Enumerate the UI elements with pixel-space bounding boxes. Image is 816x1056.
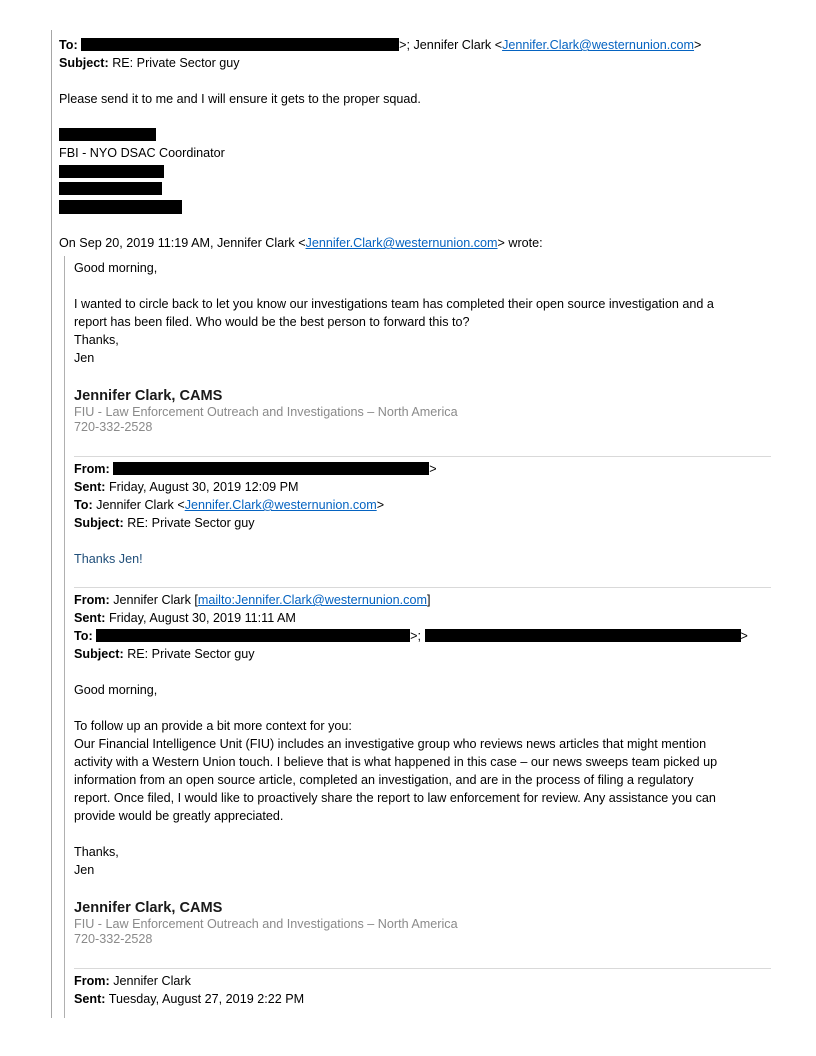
message3-line-1: Our Financial Intelligence Unit (FIU) includes an investigative group who reviews news articles that might mention: [74, 737, 707, 751]
message1-thanks: Thanks,: [74, 333, 119, 347]
message2-from-line: From: >: [74, 462, 437, 476]
message2-body: Thanks Jen!: [74, 552, 143, 566]
message1-greeting: Good morning,: [74, 261, 158, 275]
redacted-contact-1: [59, 165, 164, 178]
top-to-line: To: >; Jennifer Clark <Jennifer.Clark@westernunion.com>: [59, 38, 702, 52]
separator-3: [74, 968, 771, 969]
left-margin-rule: [51, 30, 52, 1018]
top-subject-line: Subject: RE: Private Sector guy: [59, 56, 240, 70]
message1-line2: report has been filed. Who would be the best person to forward this to?: [74, 315, 470, 329]
message3-line-4: report. Once filed, I would like to proactively share the report to law enforcement for review. Any assistance you can: [74, 791, 716, 805]
message3-from-line: From: Jennifer Clark [mailto:Jennifer.Clark@westernunion.com]: [74, 593, 431, 607]
message2-subject-line: Subject: RE: Private Sector guy: [74, 516, 255, 530]
message2-sent-line: Sent: Friday, August 30, 2019 12:09 PM: [74, 480, 299, 494]
redacted-recipient-b: [425, 629, 741, 642]
message4-sent-line: Sent: Tuesday, August 27, 2019 2:22 PM: [74, 992, 305, 1006]
message2-to-line: To: Jennifer Clark <Jennifer.Clark@westernunion.com>: [74, 498, 385, 512]
quote-intro-email-link[interactable]: Jennifer.Clark@westernunion.com: [305, 236, 498, 250]
message3-thanks: Thanks,: [74, 845, 119, 859]
signature-name: Jennifer Clark, CAMS: [74, 388, 223, 404]
message1-line1: I wanted to circle back to let you know our investigations team has completed their open source investigation and a: [74, 297, 714, 311]
recipient-email-link[interactable]: Jennifer.Clark@westernunion.com: [502, 38, 695, 52]
signature-dept: FIU - Law Enforcement Outreach and Investigations – North America: [74, 405, 458, 419]
top-body-text: Please send it to me and I will ensure it gets to the proper squad.: [59, 92, 421, 106]
redacted-sender: [113, 462, 429, 475]
message4-from-line: From: Jennifer Clark: [74, 974, 191, 988]
message3-to-line: To: >; >: [74, 629, 748, 643]
signature-phone-2: 720-332-2528: [74, 932, 153, 946]
message3-line-3: information from an open source article, completed an investigation, and are in the process of filing a regulatory: [74, 773, 694, 787]
quote-bar: [64, 256, 65, 1018]
quote-intro: On Sep 20, 2019 11:19 AM, Jennifer Clark <Jennifer.Clark@westernunion.com> wrote:: [59, 236, 543, 250]
fbi-title: FBI - NYO DSAC Coordinator: [59, 146, 225, 160]
message1-name: Jen: [74, 351, 95, 365]
message3-line-2: activity with a Western Union touch. I believe that is what happened in this case – our news sweeps team picked up: [74, 755, 718, 769]
redacted-recipient-a: [96, 629, 410, 642]
redacted-sender-name: [59, 128, 156, 141]
message3-greeting: Good morning,: [74, 683, 158, 697]
separator-1: [74, 456, 771, 457]
message3-name: Jen: [74, 863, 95, 877]
message3-line-5: provide would be greatly appreciated.: [74, 809, 284, 823]
separator-2: [74, 587, 771, 588]
redacted-contact-2: [59, 182, 162, 195]
message3-mailto-link[interactable]: mailto:Jennifer.Clark@westernunion.com: [197, 593, 427, 607]
redacted-recipient: [81, 38, 399, 51]
message3-sent-line: Sent: Friday, August 30, 2019 11:11 AM: [74, 611, 296, 625]
message3-line-0: To follow up an provide a bit more context for you:: [74, 719, 352, 733]
signature-name-2: Jennifer Clark, CAMS: [74, 900, 223, 916]
message2-to-email-link[interactable]: Jennifer.Clark@westernunion.com: [184, 498, 377, 512]
message3-subject-line: Subject: RE: Private Sector guy: [74, 647, 255, 661]
signature-phone: 720-332-2528: [74, 420, 153, 434]
redacted-contact-3: [59, 200, 182, 214]
signature-dept-2: FIU - Law Enforcement Outreach and Investigations – North America: [74, 917, 458, 931]
